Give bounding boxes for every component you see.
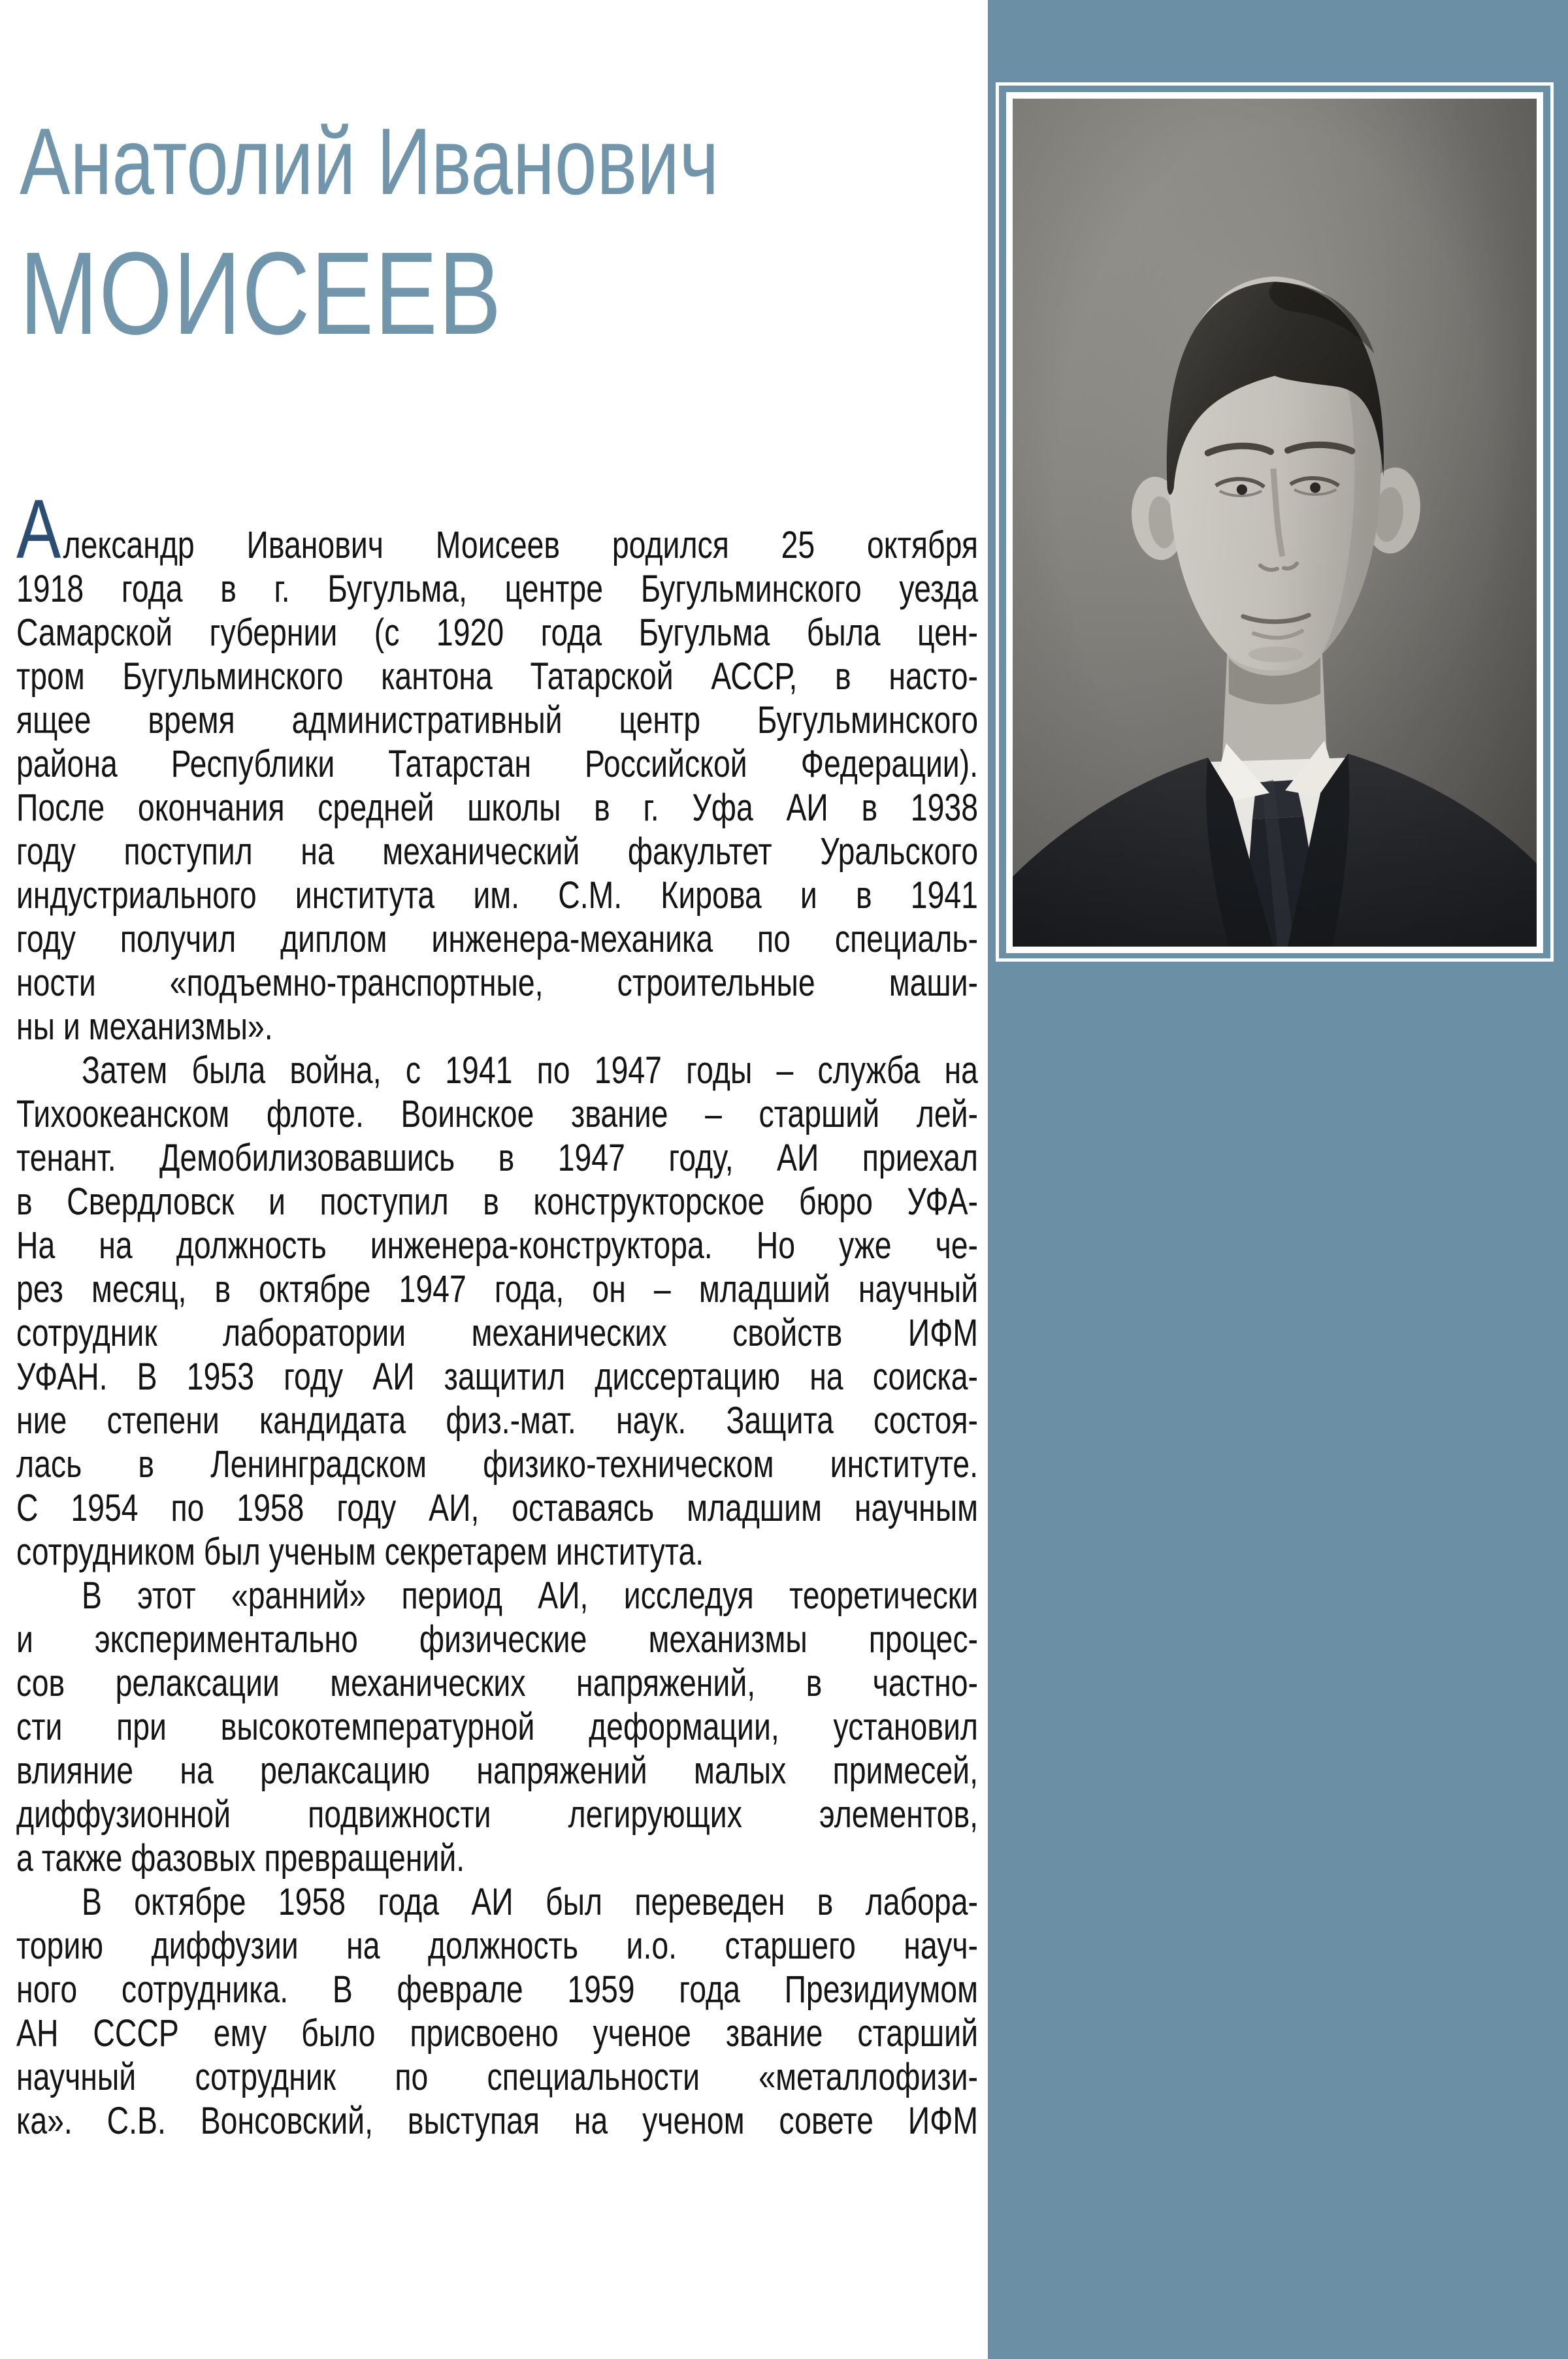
text-line: торию диффузии на должность и.о. старшего науч-	[16, 1925, 978, 1967]
title-name-patronymic: Анатолий Иванович	[20, 108, 719, 214]
text-line: Затем была война, с 1941 по 1947 годы – служба на	[82, 1049, 978, 1092]
text-line: 1918 года в г. Бугульма, центре Бугульминского уезда	[16, 568, 978, 610]
text-line: ящее время административный центр Бугульминского	[16, 699, 978, 741]
text-line: Тихоокеанском флоте. Воинское звание – старший лей-	[16, 1093, 978, 1135]
text-line: диффузионной подвижности легирующих элементов,	[16, 1793, 978, 1836]
text-line: В октябре 1958 года АИ был переведен в лабора-	[82, 1881, 978, 1923]
text-line: сотрудник лаборатории механических свойств ИФМ	[16, 1312, 978, 1354]
text-line: году поступил на механический факультет Уральского	[16, 830, 978, 873]
text-line: индустриального института им. С.М. Кирова и в 1941	[16, 874, 978, 917]
text-line	[16, 483, 978, 576]
text-line: сотрудником был ученым секретарем института.	[16, 1531, 704, 1573]
paragraph	[16, 1880, 978, 2143]
text-line: ности «подъемно-транспортные, строительные маши-	[16, 962, 978, 1004]
text-line: рез месяц, в октябре 1947 года, он – младший научный	[16, 1268, 978, 1310]
paragraph	[16, 1049, 978, 1574]
text-line: ка». С.В. Вонсовский, выступая на ученом совете ИФМ	[16, 2100, 978, 2142]
text-line: а также фазовых превращений.	[16, 1837, 465, 1879]
text-line: Самарской губернии (с 1920 года Бугульма была цен-	[16, 611, 978, 654]
text-line: С 1954 по 1958 году АИ, оставаясь младшим научным	[16, 1487, 978, 1529]
text-line: в Свердловск и поступил в конструкторское бюро УФА-	[16, 1180, 978, 1223]
paragraph	[16, 483, 978, 1049]
text-line: ны и механизмы».	[16, 1005, 273, 1048]
page-title	[20, 108, 960, 359]
text-line: научный сотрудник по специальности «металлофизи-	[16, 2056, 978, 2098]
text-line: влияние на релаксацию напряжений малых примесей,	[16, 1749, 978, 1792]
text-line: сов релаксации механических напряжений, в частно-	[16, 1662, 978, 1704]
text-line: тенант. Демобилизовавшись в 1947 году, АИ приехал	[16, 1137, 978, 1179]
text-line: В этот «ранний» период АИ, исследуя теоретически	[82, 1574, 978, 1617]
paragraph	[16, 1574, 978, 1880]
text-line: На на должность инженера-конструктора. Но уже че-	[16, 1224, 978, 1267]
text-line: АН СССР ему было присвоено ученое звание старший	[16, 2012, 978, 2055]
text-line: году получил диплом инженера-механика по специаль-	[16, 918, 978, 960]
text-line: ние степени кандидата физ.-мат. наук. Защита состоя-	[16, 1399, 978, 1442]
text-line: лась в Ленинградском физико-техническом институте.	[16, 1443, 978, 1486]
text-line: района Республики Татарстан Российской Федерации).	[16, 743, 978, 785]
text-line: После окончания средней школы в г. Уфа АИ в 1938	[16, 787, 978, 829]
article-text	[16, 483, 978, 2143]
text-line: и экспериментально физические механизмы процес-	[16, 1618, 978, 1661]
text-line: УФАН. В 1953 году АИ защитил диссертацию на соиска-	[16, 1356, 978, 1398]
text-line: тром Бугульминского кантона Татарской АССР, в насто-	[16, 655, 978, 698]
text-line: ного сотрудника. В феврале 1959 года Президиумом	[16, 1968, 978, 2011]
text-line: сти при высокотемпературной деформации, установил	[16, 1706, 978, 1748]
title-surname: МОИСЕЕВ	[20, 228, 502, 359]
drop-cap: А	[16, 483, 63, 576]
text-line-content: лександр Иванович Моисеев родился 25 октября	[63, 524, 978, 566]
portrait-photo	[1013, 99, 1537, 947]
